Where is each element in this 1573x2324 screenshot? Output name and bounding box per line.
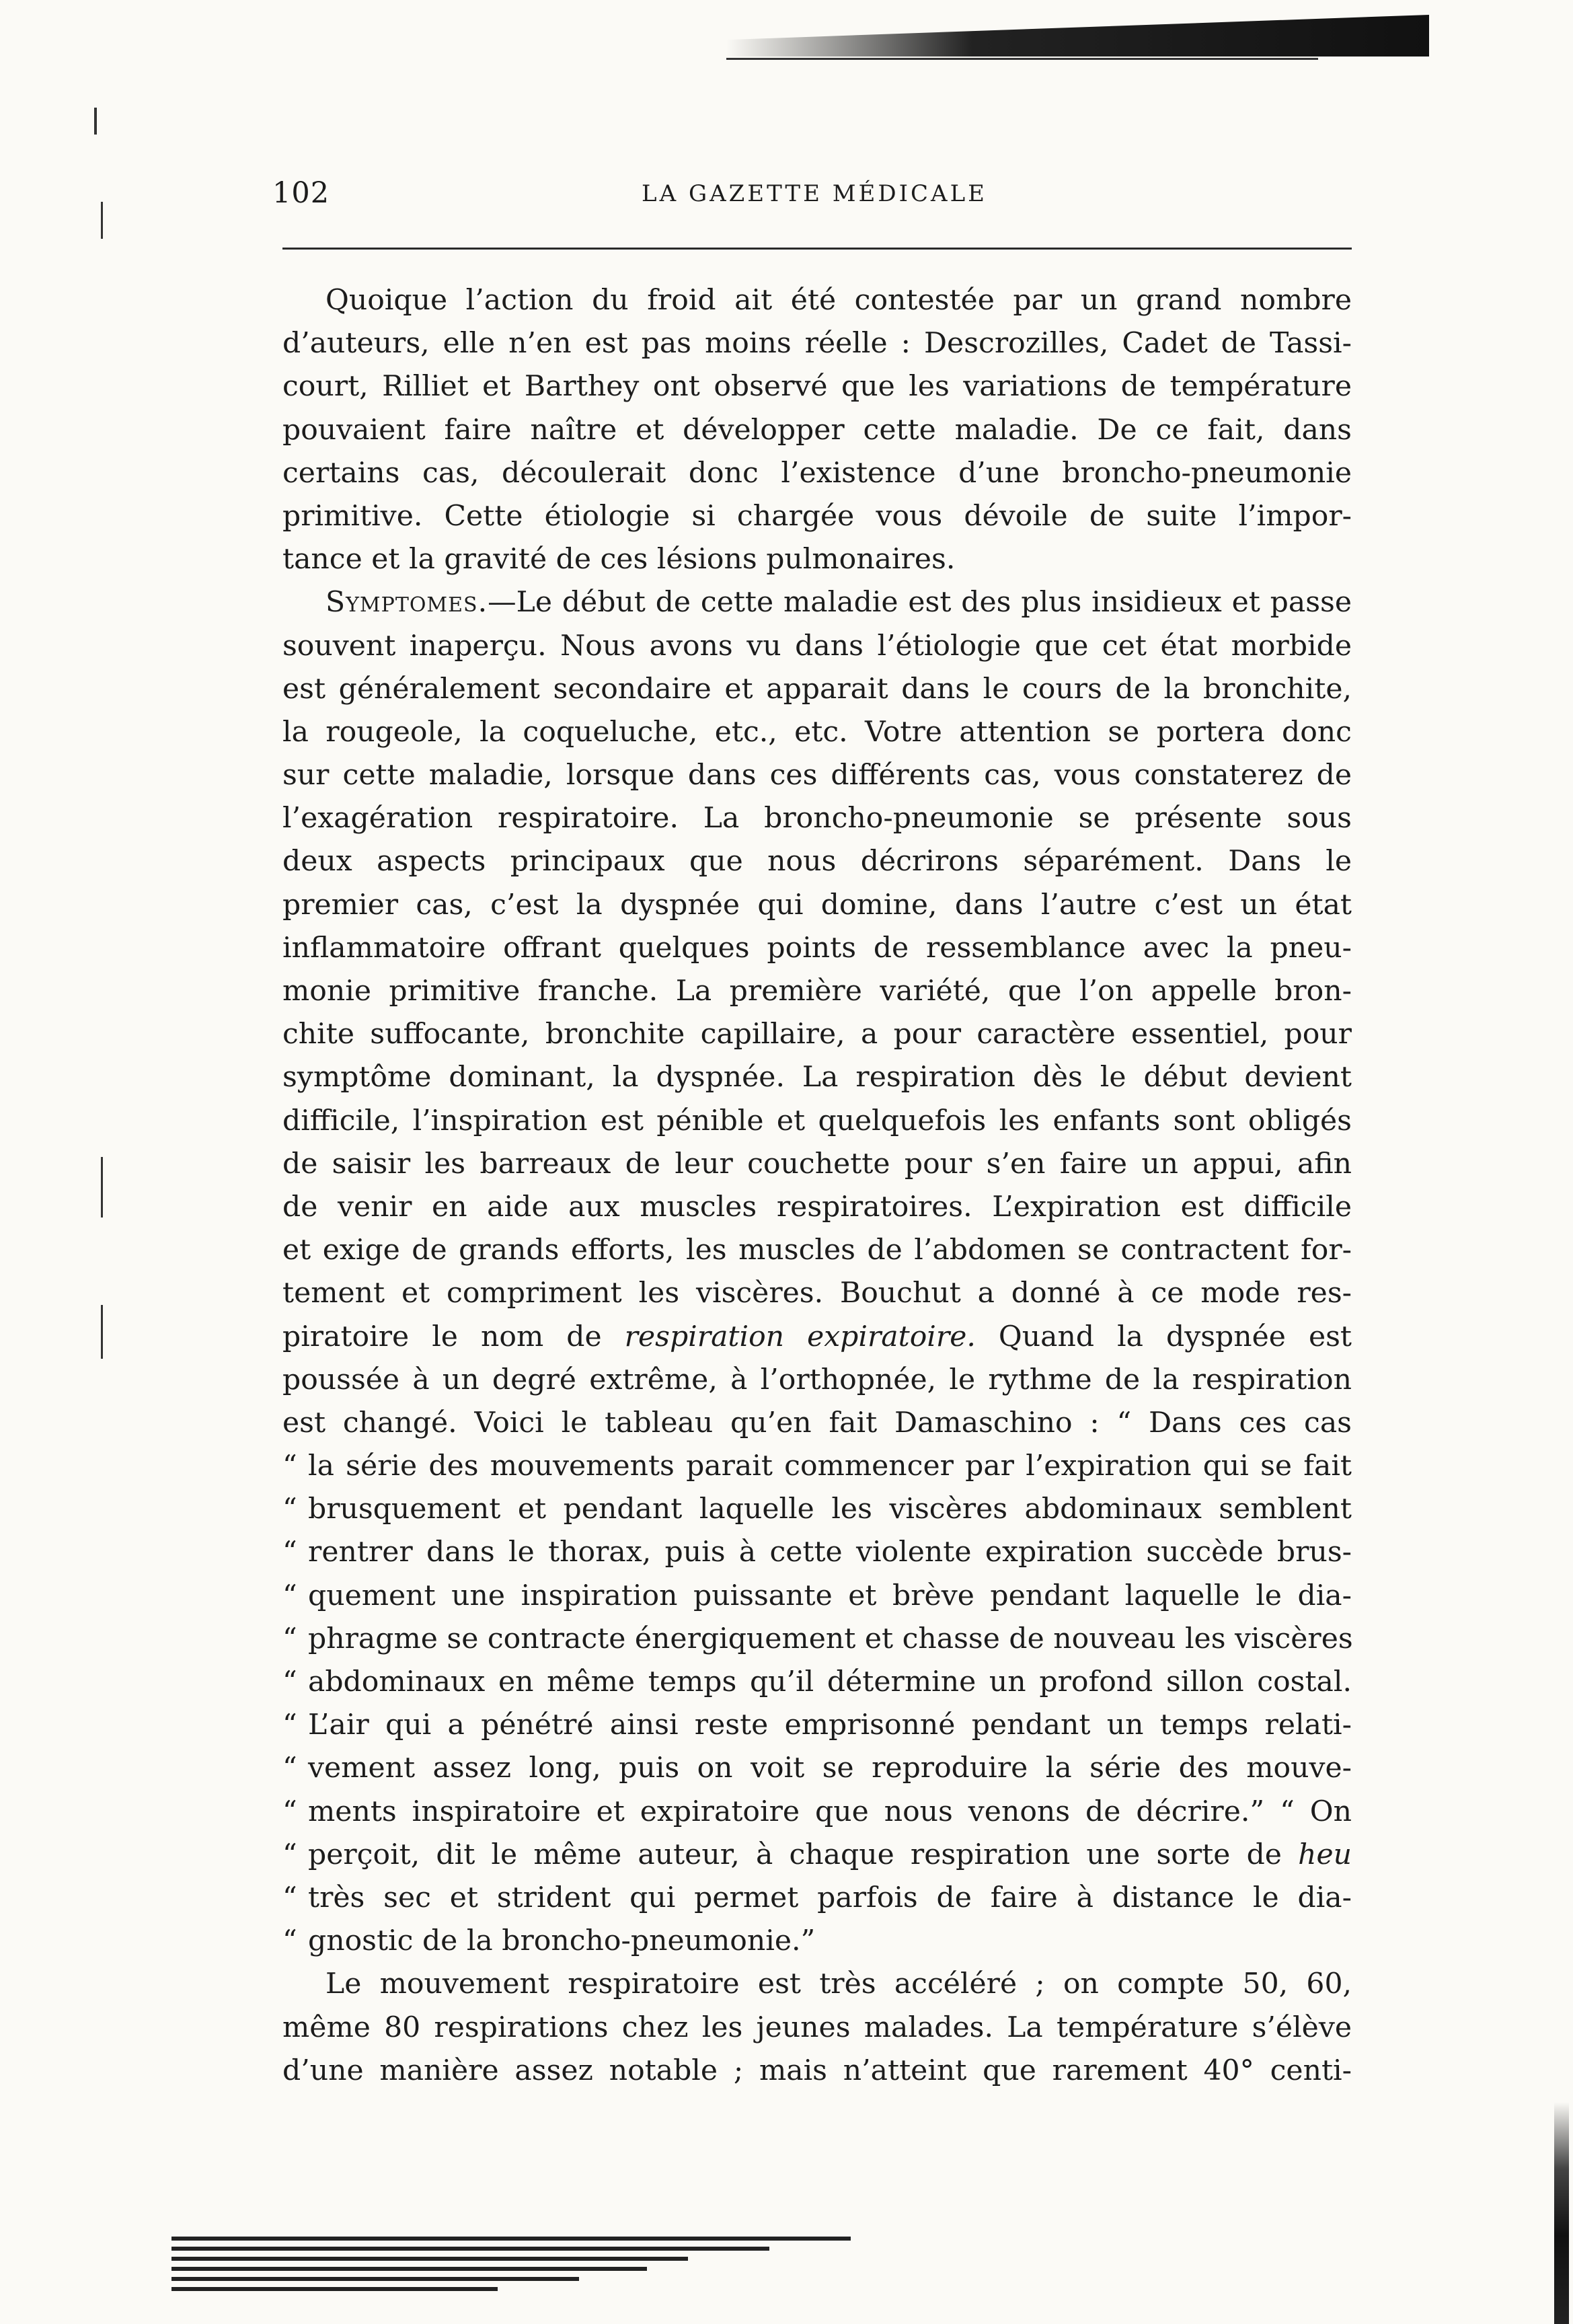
paragraph bbox=[282, 279, 1352, 581]
text-line: deux aspects principaux que nous décrirons séparément. Dans le bbox=[282, 845, 1352, 878]
header-rule bbox=[282, 248, 1352, 250]
quote-line bbox=[282, 1877, 1352, 1920]
scan-speck bbox=[94, 108, 97, 135]
italic-term: respiration expiratoire. bbox=[624, 1320, 976, 1353]
text-line: la rougeole, la coqueluche, etc., etc. Votre attention se portera donc bbox=[282, 715, 1352, 749]
quote-line bbox=[282, 1920, 1352, 1963]
scan-edge-right bbox=[1554, 2102, 1569, 2324]
text-line: pouvaient faire naître et développer cette maladie. De ce fait, dans bbox=[282, 413, 1352, 447]
text-line: Quoique l’action du froid ait été contestée par un grand nombre bbox=[325, 284, 1352, 317]
text-span: brusquement et pendant laquelle les viscères abdominaux semblent bbox=[308, 1493, 1352, 1526]
quote-line bbox=[282, 1575, 1352, 1618]
page-number: 102 bbox=[272, 176, 330, 210]
text-line: d’auteurs, elle n’en est pas moins réelle : Descrozilles, Cadet de Tassi- bbox=[282, 327, 1352, 361]
scan-speck bbox=[101, 202, 103, 239]
text-line: et exige de grands efforts, les muscles de l’abdomen se contractent for- bbox=[282, 1234, 1352, 1267]
scan-edge-top bbox=[726, 15, 1429, 57]
quote-mark: “ bbox=[282, 1579, 297, 1612]
quote-mark: “ bbox=[282, 1709, 297, 1742]
paragraph bbox=[282, 581, 1352, 1963]
text-span: Quand la dyspnée est bbox=[975, 1320, 1352, 1353]
quote-line bbox=[282, 1834, 1352, 1877]
quote-line bbox=[282, 1618, 1352, 1661]
quote-line bbox=[282, 1791, 1352, 1834]
text-line: l’exagération respiratoire. La broncho-pneumonie se présente sous bbox=[282, 802, 1352, 835]
text-line: est généralement secondaire et apparait dans le cours de la bronchite, bbox=[282, 672, 1352, 706]
paragraph bbox=[282, 1963, 1352, 2093]
text-line bbox=[282, 581, 1352, 624]
body-text bbox=[282, 279, 1352, 2093]
quote-mark: “ bbox=[282, 1450, 297, 1483]
quote-line bbox=[282, 1747, 1352, 1790]
text-span: perçoit, dit le même auteur, à chaque respiration une sorte de bbox=[308, 1838, 1299, 1871]
text-line: tement et compriment les viscères. Bouchut a donné à ce mode res- bbox=[282, 1277, 1352, 1310]
text-line: certains cas, découlerait donc l’existence d’une broncho-pneumonie bbox=[282, 456, 1352, 490]
section-heading: Symptomes. bbox=[325, 586, 488, 620]
text-span: rentrer dans le thorax, puis à cette violente expiration succède brus- bbox=[308, 1536, 1352, 1569]
quote-mark: “ bbox=[282, 1493, 297, 1526]
text-span: abdominaux en même temps qu’il détermine un profond sillon costal. bbox=[308, 1665, 1352, 1698]
text-line: sur cette maladie, lorsque dans ces différents cas, vous constaterez de bbox=[282, 759, 1352, 792]
text-line: souvent inaperçu. Nous avons vu dans l’étiologie que cet état morbide bbox=[282, 629, 1352, 663]
text-line: premier cas, c’est la dyspnée qui domine, dans l’autre c’est un état bbox=[282, 888, 1352, 922]
text-span: très sec et strident qui permet parfois de faire à distance le dia- bbox=[308, 1881, 1352, 1914]
text-span: gnostic de la broncho-pneumonie.” bbox=[308, 1924, 816, 1958]
text-line: même 80 respirations chez les jeunes malades. La température s’élève bbox=[282, 2011, 1352, 2044]
text-span: quement une inspiration puissante et brève pendant laquelle le dia- bbox=[308, 1579, 1352, 1612]
text-line: difficile, l’inspiration est pénible et quelquefois les enfants sont obligés bbox=[282, 1104, 1352, 1137]
quote-line bbox=[282, 1661, 1352, 1704]
quote-line bbox=[282, 1488, 1352, 1531]
quote-mark: “ bbox=[282, 1924, 297, 1958]
quote-mark: “ bbox=[282, 1881, 297, 1914]
text-line: Le mouvement respiratoire est très accéléré ; on compte 50, 60, bbox=[325, 1967, 1352, 2001]
text-span: phragme se contracte énergiquement et chasse de nouveau les viscères bbox=[308, 1622, 1353, 1655]
scan-edge-bottom bbox=[171, 2237, 851, 2307]
text-span: vement assez long, puis on voit se reproduire la série des mouve- bbox=[308, 1752, 1352, 1785]
text-line: primitive. Cette étiologie si chargée vous dévoile de suite l’impor- bbox=[282, 499, 1352, 533]
quote-line bbox=[282, 1704, 1352, 1747]
text-line: inflammatoire offrant quelques points de ressemblance avec la pneu- bbox=[282, 931, 1352, 965]
text-line: poussée à un degré extrême, à l’orthopnée, le rythme de la respiration bbox=[282, 1363, 1352, 1396]
text-line: monie primitive franche. La première variété, que l’on appelle bron- bbox=[282, 975, 1352, 1008]
scan-speck bbox=[101, 1305, 103, 1359]
quote-mark: “ bbox=[282, 1838, 297, 1871]
text-line: symptôme dominant, la dyspnée. La respiration dès le début devient bbox=[282, 1061, 1352, 1094]
text-span: la série des mouvements parait commencer par l’expiration qui se fait bbox=[308, 1450, 1352, 1483]
text-span: piratoire le nom de bbox=[282, 1320, 625, 1353]
quote-line bbox=[282, 1531, 1352, 1574]
journal-title: LA GAZETTE MÉDICALE bbox=[642, 180, 987, 207]
text-line bbox=[282, 1316, 1352, 1359]
text-line: de venir en aide aux muscles respiratoires. L’expiration est difficile bbox=[282, 1190, 1352, 1224]
scan-speck bbox=[101, 1157, 103, 1217]
text-line: court, Rilliet et Barthey ont observé que les variations de température bbox=[282, 370, 1352, 404]
text-line: est changé. Voici le tableau qu’en fait Damaschino : “ Dans ces cas bbox=[282, 1406, 1352, 1439]
quote-mark: “ bbox=[282, 1622, 297, 1655]
quote-mark: “ bbox=[282, 1536, 297, 1569]
text-span: L’air qui a pénétré ainsi reste emprisonné pendant un temps relati- bbox=[308, 1709, 1352, 1742]
text-line: d’une manière assez notable ; mais n’atteint que rarement 40° centi- bbox=[282, 2054, 1352, 2087]
text-line: de saisir les barreaux de leur couchette pour s’en faire un appui, afin bbox=[282, 1147, 1352, 1180]
text-span: ments inspiratoire et expiratoire que nous venons de décrire.” “ On bbox=[308, 1795, 1352, 1828]
scan-rule-top bbox=[726, 58, 1318, 60]
quote-line bbox=[282, 1445, 1352, 1488]
quote-mark: “ bbox=[282, 1665, 297, 1698]
italic-term: heu bbox=[1298, 1838, 1352, 1871]
text-line: chite suffocante, bronchite capillaire, a pour caractère essentiel, pour bbox=[282, 1018, 1352, 1051]
text-line: tance et la gravité de ces lésions pulmonaires. bbox=[282, 543, 956, 576]
text-span: —Le début de cette maladie est des plus insidieux et passe bbox=[488, 586, 1352, 620]
quote-mark: “ bbox=[282, 1752, 297, 1785]
running-head bbox=[272, 176, 1356, 217]
quote-mark: “ bbox=[282, 1795, 297, 1828]
